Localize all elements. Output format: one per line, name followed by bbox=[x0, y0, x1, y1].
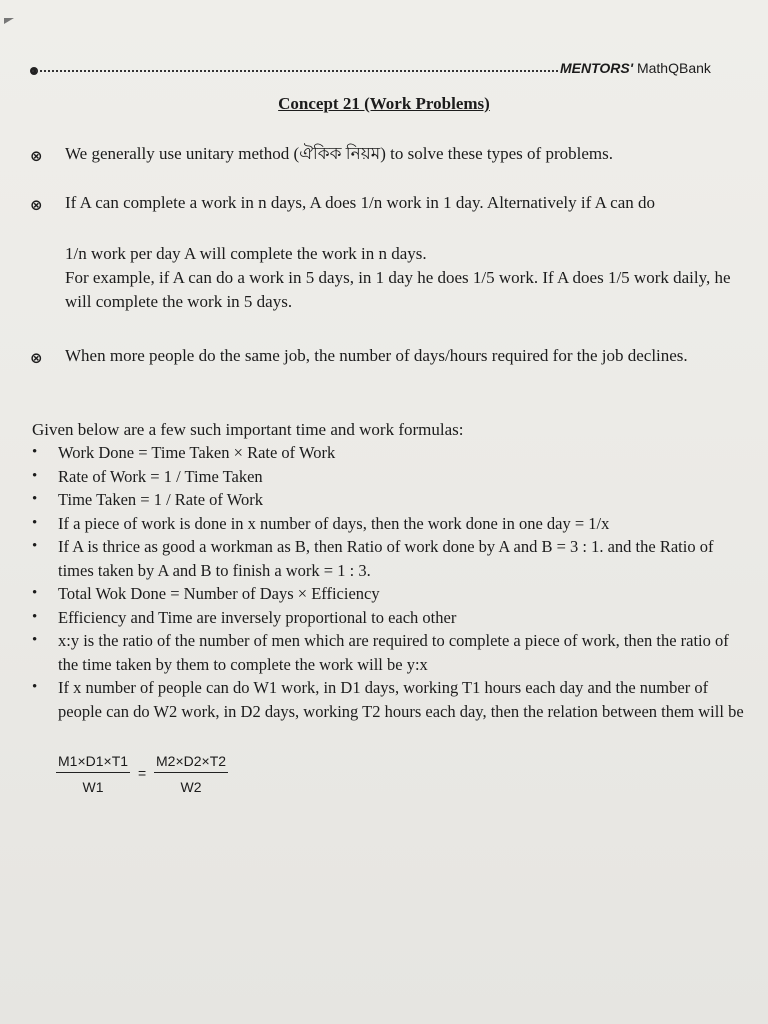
list-item: • Efficiency and Time are inversely proportional to each other bbox=[32, 606, 744, 630]
right-numerator: M2×D2×T2 bbox=[154, 753, 228, 773]
list-item: • If A is thrice as good a workman as B, then Ratio of work done by A and B = 3 : 1. and the Ratio of times taken by A and B to finish a work = 1 : 3. bbox=[32, 537, 714, 580]
list-item: • x:y is the ratio of the number of men which are required to complete a piece of work, then the ratio of the time taken by them to complete the work will be y:x bbox=[32, 631, 729, 674]
brand-suffix: MathQBank bbox=[633, 60, 711, 76]
header-rule bbox=[32, 70, 558, 72]
brand-name: MENTORS' bbox=[560, 60, 634, 76]
equals-sign: = bbox=[138, 765, 147, 781]
circled-x-icon: ⊗ bbox=[30, 147, 43, 165]
point-rate-definition: If A can complete a work in n days, A does 1/n work in 1 day. Alternatively if A can do bbox=[65, 193, 656, 212]
circled-x-icon: ⊗ bbox=[30, 349, 43, 367]
formula-list bbox=[32, 441, 744, 723]
list-item: • Time Taken = 1 / Rate of Work bbox=[32, 488, 744, 512]
right-fraction bbox=[154, 753, 228, 795]
list-item: • If a piece of work is done in x number of days, then the work done in one day = 1/x bbox=[32, 512, 744, 536]
left-fraction bbox=[56, 753, 130, 795]
bullet-icon: • bbox=[32, 514, 38, 531]
brand-label bbox=[560, 60, 711, 76]
left-numerator: M1×D1×T1 bbox=[56, 753, 130, 773]
formulas-intro: Given below are a few such important time and work formulas: bbox=[32, 420, 464, 439]
bullet-icon: • bbox=[32, 444, 38, 460]
list-item: • Rate of Work = 1 / Time Taken bbox=[32, 465, 744, 489]
point-rate-continuation: 1/n work per day A will complete the work in n days. bbox=[65, 244, 427, 263]
list-item: • Work Done = Time Taken × Rate of Work bbox=[32, 441, 744, 465]
right-denominator: W2 bbox=[180, 779, 202, 795]
left-denominator: W1 bbox=[82, 779, 104, 795]
list-item: • If x number of people can do W1 work, in D1 days, working T1 hours each day and the number of people can do W2 work, in D2 days, working T2 hours each day, then the relation between them will be bbox=[32, 678, 744, 721]
bullet-icon: • bbox=[32, 491, 38, 507]
bullet-icon: • bbox=[32, 632, 38, 648]
bullet-icon: • bbox=[32, 538, 38, 554]
bullet-icon: • bbox=[32, 585, 38, 601]
point-more-people: When more people do the same job, the number of days/hours required for the job declines. bbox=[65, 346, 688, 365]
point-example: For example, if A can do a work in 5 days, in 1 day he does 1/5 work. If A does 1/5 work daily, he will complete the work in 5 days. bbox=[65, 268, 731, 311]
circled-x-icon: ⊗ bbox=[30, 196, 43, 214]
bullet-icon: • bbox=[32, 679, 38, 695]
page-corner-fold bbox=[4, 18, 14, 24]
page-title: Concept 21 (Work Problems) bbox=[278, 94, 490, 113]
point-unitary-method: We generally use unitary method (ঐকিক নিয়ম) to solve these types of problems. bbox=[65, 144, 613, 163]
bullet-icon: • bbox=[32, 608, 38, 625]
bullet-icon: • bbox=[32, 467, 38, 484]
list-item: • Total Wok Done = Number of Days × Efficiency bbox=[32, 582, 744, 606]
